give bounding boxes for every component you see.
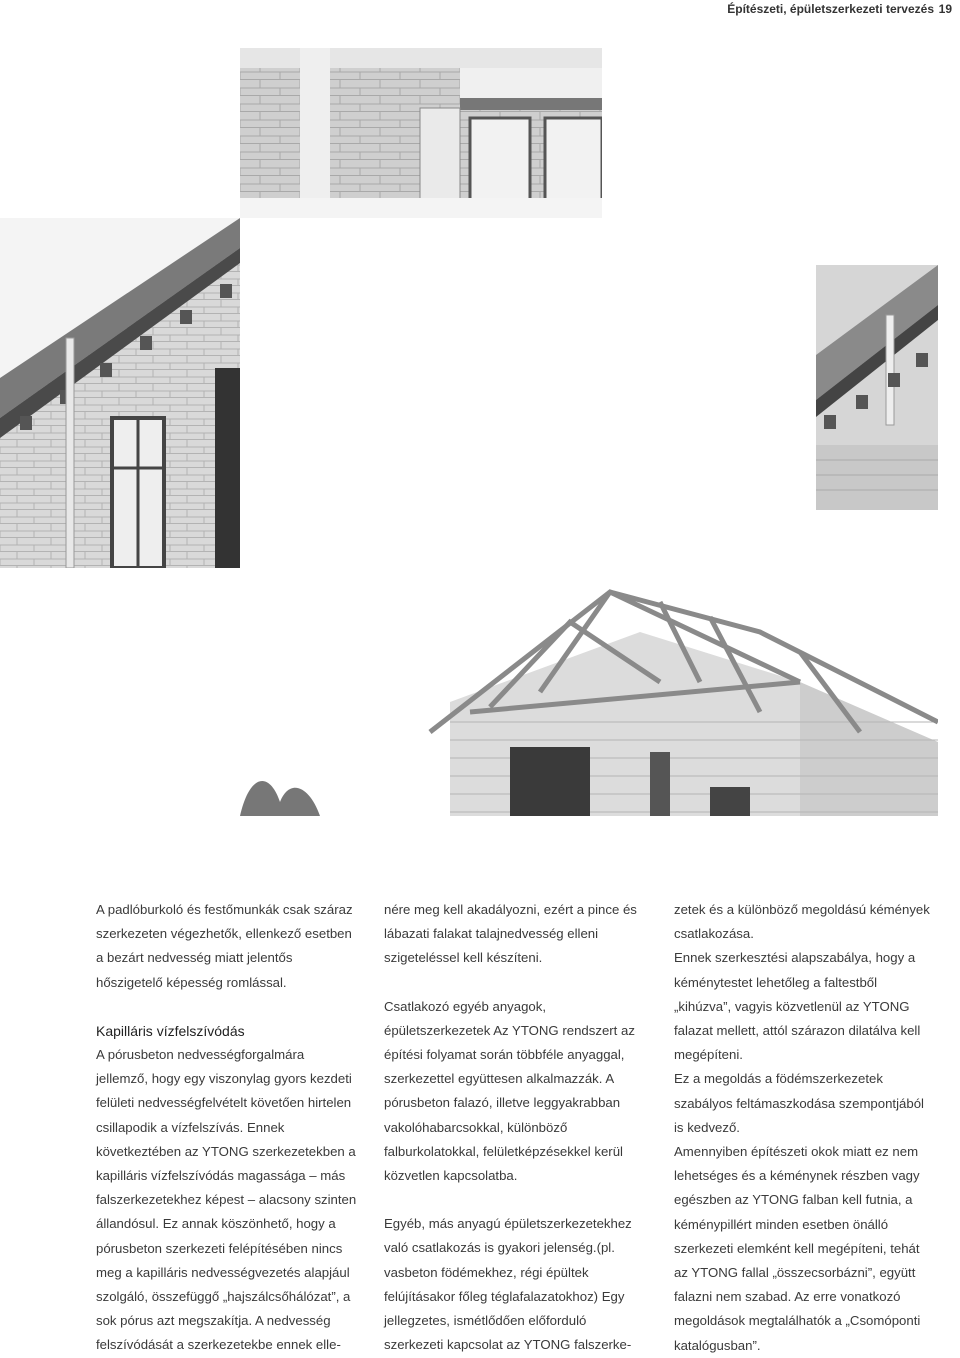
paragraph: A padlóburkoló és festőmunkák csak száraz szerkezeten végezhetők, ellenkező esetben a bezárt nedvesség miatt jelentős hőszigetelő képesség romlással.: [96, 902, 353, 990]
paragraph: nére meg kell akadályozni, ezért a pince és lábazati falakat talajnedvesség elleni szigeteléssel kell készíteni.: [384, 902, 637, 966]
paragraph: Egyéb, más anyagú épületszerkezetekhez való csatlakozás is gyakori jelenség.(pl. vasbeton födémekhez, régi épültek felújításakor főleg téglafalazatokhoz) Egy jellegzetes, ismétlődően előforduló szerkezeti kapcsolat az YTONG falszerke-: [384, 1216, 632, 1353]
house-construction-photo: [240, 572, 938, 816]
paragraph: zetek és a különböző megoldású kémények csatlakozása.: [674, 902, 930, 942]
paragraph: Csatlakozó egyéb anyagok, épületszerkezetek Az YTONG rendszert az építési folyamat során többféle anyaggal, szerkezettel együttesen alkalmazzák. A pórusbeton falazó, illetve leggyakrabban vakolóhabarcsokkal, különböző falburkolatokkal, felületképzésekkel kerül közvetlen kapcsolatba.: [384, 998, 635, 1184]
section-title: Építészeti, épületszerkezeti tervezés: [727, 2, 934, 16]
section-heading: Kapilláris vízfelszívódás: [96, 1022, 245, 1039]
paragraph: Ez a megoldás a födémszerkezetek szabályos feltámaszkodása szempontjából is kedvező.: [674, 1071, 924, 1135]
page-number: 19: [938, 2, 952, 16]
text-column-middle: [384, 898, 646, 1357]
text-column-right: [674, 898, 936, 1358]
paragraph: A pórusbeton nedvességforgalmára jellemző, hogy egy viszonylag gyors kezdeti felületi nedvességfelvételt követően hirtelen csillapodik a vízfelszívás. Ennek következtében az YTONG szerkezetekben a kapilláris vízfelszívódás magassága – más falszerkezetekhez képest – alacsony szinten állandósul. Ez annak köszönhető, hogy a pórusbeton szerkezeti felépítésében nincs meg a kapilláris nedvességvezetés alapjául szolgáló, összefüggő „hajszálcsőhálózat”, a sok pórus azt megszakítja. A nedvesség felszívódását a szerkezetekbe ennek elle-: [96, 1047, 357, 1353]
building-facade-photo: [0, 48, 602, 568]
paragraph: Ennek szerkesztési alapszabálya, hogy a kéménytestet lehetőleg a faltestből „kihúzva”, vagyis közvetlenül az YTONG falazat mellett, attól szárazon dilatálva kell megépíteni.: [674, 950, 921, 1063]
paragraph: Amennyiben építészeti okok miatt ez nem lehetséges és a kéménynek részben vagy egészben az YTONG falban kell futnia, a kéménypillért minden esetben önálló szerkezeti elemként kell megépíteni, tehát az YTONG fallal „összecsorbázni”, együtt falazni nem szabad. Az erre vonatkozó megoldások megtalálhatók a „Csomóponti katalógusban”.: [674, 1144, 921, 1353]
eave-detail-photo: [816, 265, 938, 510]
running-header: [0, 0, 960, 18]
text-column-left: [96, 898, 358, 1358]
